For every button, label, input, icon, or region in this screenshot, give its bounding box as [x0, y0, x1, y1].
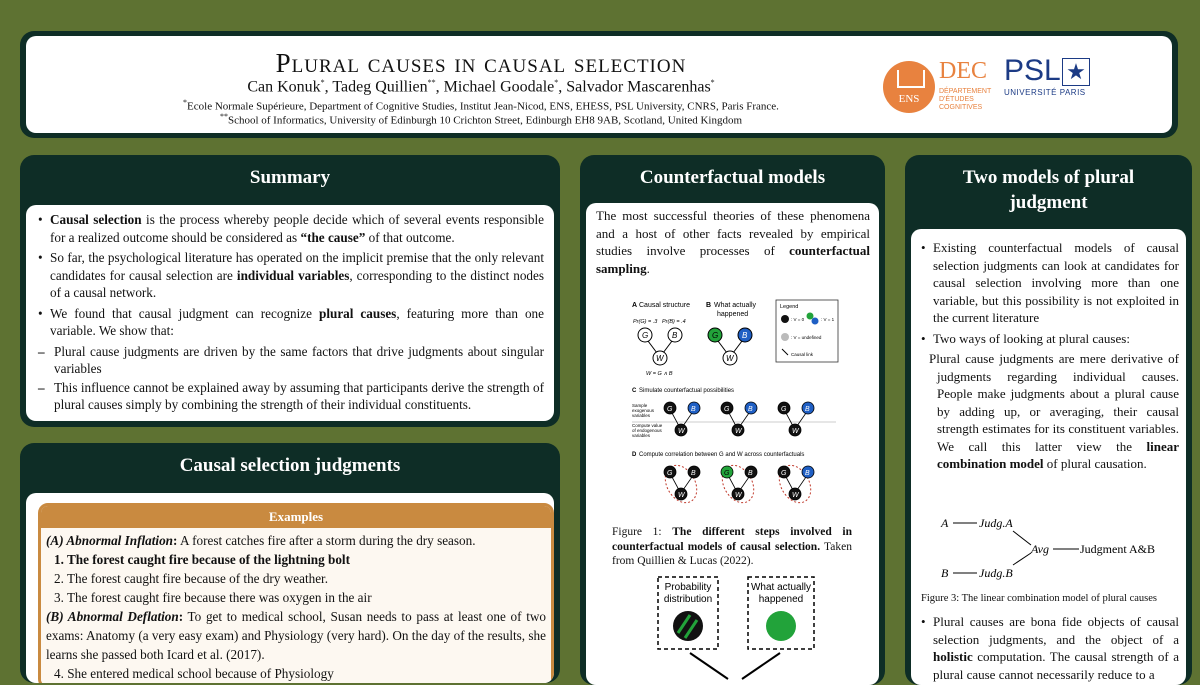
fig2-prob-label: distribution: [663, 594, 713, 605]
example-a: [46, 531, 546, 550]
example-b: [46, 607, 546, 664]
fig-mini-link: [740, 413, 749, 426]
two-models-text: [921, 239, 1179, 473]
text-span: of that outcome.: [365, 229, 455, 245]
two-models-paragraph: [921, 350, 1179, 473]
fig3-result: Judgment A&B: [1080, 542, 1156, 556]
fig-mini-node-label: B: [691, 470, 696, 477]
bold-term: The different steps involved in counterfactual models of causal selection.: [612, 526, 852, 553]
psl-logo-subtitle: UNIVERSITÉ PARIS: [1004, 88, 1086, 97]
examples-content: [41, 528, 551, 683]
fig-mini-node-label: W: [678, 492, 685, 499]
author-mark: **: [427, 78, 436, 87]
example-item: 1. The forest caught fire because of the lightning bolt: [54, 552, 350, 567]
bold-term: counterfactual sampling: [596, 243, 870, 276]
bold-term: individual variables: [236, 267, 350, 283]
fig-node-label: G: [712, 331, 719, 340]
fig3-line: [1013, 553, 1031, 565]
title-line: judgment: [1009, 192, 1088, 213]
figure-3-caption: Figure 3: The linear combination model of plural causes: [921, 593, 1157, 604]
fig-d-title: Compute correlation between G and W across counterfactuals: [639, 452, 805, 458]
text-span: .: [646, 260, 650, 276]
summary-sub-bullet: – This influence cannot be explained away by assuming that participants derive the strength of plural causes simply by combining the strength of their individual constituents.: [38, 379, 544, 414]
bold-term: Causal selection: [50, 212, 142, 227]
fig-legend-dot: [812, 318, 819, 325]
fig-mini-link: [786, 413, 793, 426]
text-span: Taken from Quillien & Lucas (2022).: [612, 540, 852, 567]
fig-mini-link: [797, 413, 806, 426]
fig-legend-dot: [781, 333, 789, 341]
text-span: So far, the psychological literature has operated on the implicit premise that the only relevant candidates for causal selection are: [50, 250, 544, 283]
text-span: Figure 1:: [612, 526, 673, 538]
poster-title: Plural causes in causal selection: [275, 48, 687, 78]
author-name: Tadeg Quillien: [332, 78, 428, 96]
fig-mini-link: [729, 413, 736, 426]
summary-text: [38, 211, 544, 414]
summary-body: [26, 205, 554, 421]
two-models-text-2: [921, 613, 1179, 683]
fig-legend-title: Legend: [780, 304, 799, 310]
fig-link: [648, 341, 657, 353]
fig-mini-node-label: W: [792, 492, 799, 499]
counterfactual-title: Counterfactual models: [639, 167, 826, 188]
affiliation-mark: *: [183, 98, 188, 107]
counterfactual-panel: [580, 155, 885, 685]
text-span: of plural causation.: [1043, 456, 1147, 471]
two-models-bullets: [921, 239, 1179, 347]
text-span: Plural causes are bona fide objects of causal selection judgments, and the object of a: [933, 614, 1179, 647]
example-label: (A) Abnormal Inflation: [46, 533, 174, 548]
affiliation-mark: **: [219, 112, 228, 121]
fig-mini-node-label: B: [691, 406, 696, 413]
fig-a-label: A: [632, 302, 638, 309]
fig-legend-dot: [807, 313, 814, 320]
summary-bullet: [38, 305, 544, 340]
fig-pr-b: Pr(B) = .4: [662, 319, 686, 325]
fig-node-label: B: [742, 331, 748, 340]
example-item: 4. She entered medical school because of Physiology: [54, 666, 334, 681]
fig2-arrow: [690, 653, 728, 679]
fig-mini-link: [672, 477, 679, 490]
fig-link: [663, 341, 672, 353]
fig-mini-node-label: G: [781, 470, 787, 477]
fig-c-side: Compute value: [632, 423, 663, 428]
fig-mini-link: [683, 477, 692, 490]
author-name: Michael Goodale: [443, 78, 555, 96]
fig-c-samples: [664, 402, 814, 436]
fig-c-title: Simulate counterfactual possibilities: [639, 388, 735, 394]
ens-logo-text: ENS: [898, 93, 920, 105]
text-span: A forest catches fire after a storm during the dry season.: [177, 533, 476, 548]
dec-sub-line: DÉPARTEMENT: [939, 88, 992, 95]
fig-mini-node-label: B: [748, 470, 753, 477]
author-separator: ,: [324, 78, 333, 96]
dec-sub-line: D'ÉTUDES: [939, 96, 974, 103]
fig2-arrow: [742, 653, 780, 679]
fig-node-label: G: [642, 331, 649, 340]
author-mark: *: [710, 78, 715, 87]
examples-box: [38, 503, 554, 683]
figure-1-caption: [612, 525, 852, 569]
fig-link: [718, 341, 727, 353]
bold-term: holistic: [933, 649, 973, 664]
summary-bullet: [38, 249, 544, 302]
psl-star-icon: ★: [1062, 58, 1090, 86]
affiliation-2: [26, 112, 936, 127]
fig-b-title: happened: [717, 311, 749, 318]
figure-3: [911, 513, 1186, 583]
fig-mini-node-label: B: [748, 406, 753, 413]
fig-mini-node-label: G: [724, 406, 730, 413]
text-span: computation. The causal strength of a plural cause cannot necessarily reduce to a: [933, 649, 1179, 682]
bold-term: plural causes: [318, 305, 397, 321]
author-separator: ,: [435, 78, 444, 96]
text-span: To get to medical school, Susan needs to pass at least one of two exams: Anatomy (a very easy exam) and Physiology (very hard). On the day of the results, she learns she passed both Icard et al. (2017).: [46, 609, 546, 662]
bold-term: “the cause”: [300, 229, 366, 245]
fig2-green-node: [766, 611, 796, 641]
fig-legend-undef: : V = undefined: [791, 335, 822, 340]
affiliation-text: Ecole Normale Supérieure, Department of Cognitive Studies, Institut Jean-Nicod, ENS, EHESS, PSL University, CNRS, Paris France.: [187, 100, 779, 113]
fig-mini-node-label: W: [792, 428, 799, 435]
fig-mini-node-label: W: [678, 428, 685, 435]
fig3-judg-a: Judg.A: [979, 516, 1013, 530]
fig3-a: A: [941, 516, 949, 530]
example-colon: :: [173, 533, 178, 548]
fig-node-label: W: [726, 354, 734, 363]
fig-mini-link: [740, 477, 749, 490]
figure-1: [586, 295, 879, 520]
author-list: [26, 78, 936, 96]
fig-b-label: B: [706, 302, 712, 309]
summary-bullets: [38, 211, 544, 340]
text-span: We found that causal judgment can recognize: [50, 305, 319, 321]
fig-mini-link: [797, 477, 806, 490]
fig-mini-node-label: G: [724, 470, 730, 477]
fig-c-label: C: [632, 388, 637, 394]
summary-sub-bullet: – Plural cause judgments are driven by the same factors that drive judgments about singular variables: [38, 343, 544, 378]
ens-building-icon: [897, 70, 925, 88]
author-name: Salvador Mascarenhas: [566, 78, 711, 96]
text-span: , corresponding to the distinct nodes of a causal network.: [50, 267, 545, 300]
fig-mini-node-label: G: [781, 406, 787, 413]
author-separator: ,: [558, 78, 567, 96]
two-models-title: [905, 165, 1192, 215]
fig-legend-dot: [781, 315, 789, 323]
example-item: 3. The forest caught fire because there was oxygen in the air: [54, 590, 372, 605]
psl-logo: PSL: [1004, 54, 1061, 87]
text-span: Plural cause judgments are mere derivative of judgments regarding individual causes. People make judgments about a plural cause by adding up, or averaging, their causal strength estimates for its constituent variables. We call this latter view the: [929, 351, 1179, 454]
summary-bullet: [38, 211, 544, 246]
fig-a-title: Causal structure: [639, 302, 690, 309]
author-mark: *: [320, 78, 325, 87]
fig3-judg-b: Judg.B: [979, 566, 1013, 580]
poster-header: [20, 31, 1178, 138]
text-span: is the process whereby people decide which of several events responsible for a realized outcome should be considered as: [50, 212, 544, 245]
examples-header: Examples: [41, 506, 551, 528]
fig-equation: W = G ∧ B: [646, 371, 673, 377]
dec-logo-subtitle: [939, 88, 1009, 112]
example-item: 2. The forest caught fire because of the dry weather.: [54, 571, 329, 586]
fig-c-side: variables: [632, 433, 651, 438]
text-span: The most successful theories of these phenomena and a host of other facts revealed by empirical studies involve processes of: [596, 208, 870, 258]
counterfactual-intro: [596, 207, 870, 277]
affiliation-1: [26, 98, 936, 113]
fig-c-side: variables: [632, 413, 651, 418]
fig-d-label: D: [632, 452, 637, 458]
fig-mini-node-label: B: [805, 470, 810, 477]
fig3-line: [1013, 531, 1031, 545]
fig-mini-link: [729, 477, 736, 490]
fig-mini-link: [672, 413, 679, 426]
two-models-panel: [905, 155, 1192, 685]
affiliation-text: School of Informatics, University of Edinburgh 10 Crichton Street, Edinburgh EH8 9AB, Scotland, United Kingdom: [227, 114, 743, 127]
fig3-b: B: [941, 566, 949, 580]
fig-node-label: W: [656, 354, 664, 363]
summary-panel: [20, 155, 560, 427]
two-models-bullets-2: [921, 613, 1179, 683]
causal-selection-title: Causal selection judgments: [179, 455, 401, 476]
bold-term: linear combination model: [937, 438, 1179, 471]
fig-d-samples: [659, 460, 817, 509]
author-mark: *: [554, 78, 559, 87]
causal-selection-panel: [20, 443, 560, 683]
fig-c-side: Sample: [632, 403, 648, 408]
fig-pr-g: Pr(G) = .3: [633, 319, 658, 325]
summary-sub-bullets: [38, 343, 544, 414]
two-models-body: [911, 229, 1186, 685]
fig-mini-node-label: G: [667, 470, 673, 477]
fig-link: [733, 341, 742, 353]
fig-mini-node-label: B: [805, 406, 810, 413]
fig-legend-v1: : V = 1: [821, 317, 835, 322]
two-models-bullet: • Existing counterfactual models of causal selection judgments can look at candidates for causal selection involving more than one variable, but this possibility is not exploited in the current literature: [921, 239, 1179, 327]
fig-mini-link: [786, 477, 793, 490]
fig-legend-link-label: Causal link: [791, 352, 814, 357]
fig3-avg: Avg: [1031, 542, 1049, 556]
example-label: (B) Abnormal Deflation: [46, 609, 179, 624]
fig-mini-node-label: W: [735, 492, 742, 499]
poster-header-box: [26, 36, 1172, 133]
fig-c-side: exogenous: [632, 408, 655, 413]
fig-legend-v0: : V = 0: [791, 317, 805, 322]
fig2-actual-label: What actually: [750, 582, 812, 593]
summary-title: Summary: [249, 167, 331, 188]
dec-logo: DEC: [939, 58, 987, 84]
fig-mini-node-label: G: [667, 406, 673, 413]
fig2-prob-label: Probability: [664, 582, 712, 593]
author-name: Can Konuk: [247, 78, 321, 96]
fig2-actual-label: happened: [758, 594, 804, 605]
figure-2: [586, 575, 879, 685]
fig-mini-link: [683, 413, 692, 426]
two-models-bullet: [921, 613, 1179, 683]
title-line: Two models of plural: [962, 167, 1135, 188]
text-span: , featuring more than one variable. We show that:: [50, 305, 544, 338]
fig-node-label: B: [672, 331, 678, 340]
two-models-bullet: • Two ways of looking at plural causes:: [921, 330, 1179, 348]
causal-selection-body: [26, 493, 554, 683]
example-colon: :: [178, 609, 184, 624]
counterfactual-body: [586, 203, 879, 685]
fig-c-side: of endogenous: [632, 428, 662, 433]
ens-logo: [883, 61, 935, 113]
dec-sub-line: COGNITIVES: [939, 104, 983, 111]
fig-b-title: What actually: [714, 302, 757, 309]
fig-mini-node-label: W: [735, 428, 742, 435]
